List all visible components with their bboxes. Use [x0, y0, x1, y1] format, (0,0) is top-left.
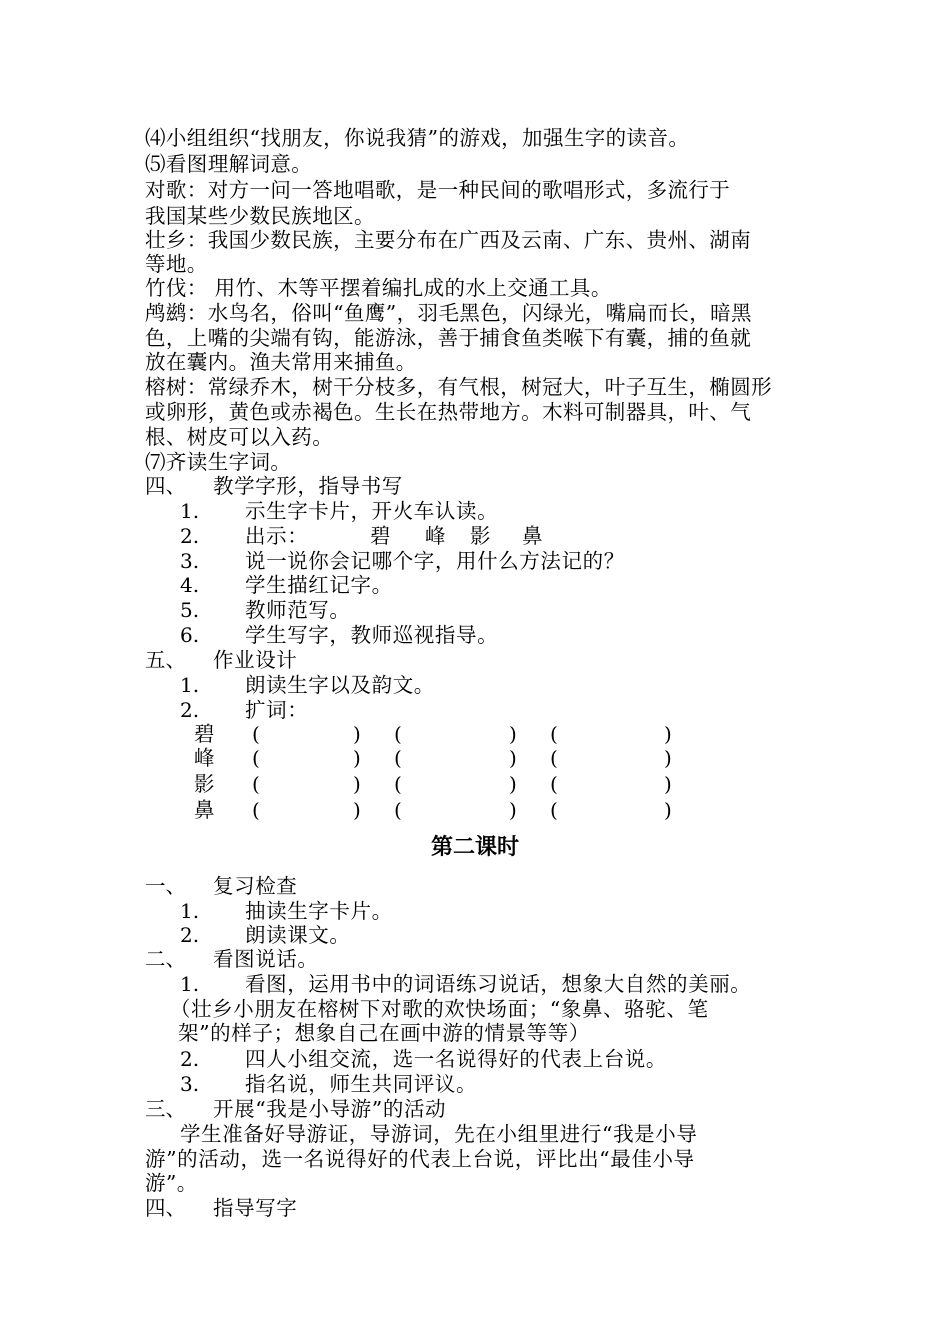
open-paren: (: [394, 746, 402, 770]
definition-line: 竹伐： 用竹、木等平摆着编扎成的水上交通工具。: [145, 276, 612, 300]
item-text: 扩词：: [245, 698, 309, 722]
item-number: 4.: [180, 573, 200, 597]
definition-line: 我国某些少数民族地区。: [145, 204, 375, 228]
open-paren: (: [252, 772, 260, 796]
section-title: 开展“我是小导游”的活动: [213, 1097, 447, 1121]
open-paren: (: [394, 798, 402, 822]
close-paren: ): [509, 722, 517, 746]
item-text: 指名说，师生共同评议。: [245, 1072, 478, 1096]
shown-character: 影: [470, 524, 491, 548]
close-paren: ): [509, 798, 517, 822]
item-number: 2.: [180, 524, 200, 548]
item-number: 1.: [180, 499, 200, 523]
open-paren: (: [550, 772, 558, 796]
open-paren: (: [550, 722, 558, 746]
paragraph-line: 游”。: [145, 1171, 198, 1195]
item-text-continued: 架”的样子；想象自己在画中游的情景等等）: [178, 1021, 590, 1045]
kuoci-character: 碧: [194, 722, 215, 746]
definition-line: 等地。: [145, 252, 208, 276]
definition-line: 色，上嘴的尖端有钩，能游泳，善于捕食鱼类喉下有囊，捕的鱼就: [145, 326, 752, 350]
section-title: 复习检查: [213, 874, 298, 898]
item-number: 3.: [180, 549, 200, 573]
section-number: 一、: [145, 874, 186, 898]
shown-character: 峰: [425, 524, 446, 548]
item-text: 朗读课文。: [245, 923, 351, 947]
kuoci-character: 峰: [194, 746, 215, 770]
item-number: 6.: [180, 623, 200, 647]
section-number: 五、: [145, 648, 186, 672]
close-paren: ): [509, 746, 517, 770]
close-paren: ): [664, 798, 672, 822]
close-paren: ): [353, 722, 361, 746]
open-paren: (: [252, 798, 260, 822]
item-text: 学生写字，教师巡视指导。: [245, 623, 499, 647]
definition-line: 鸬鹚：水鸟名，俗叫“鱼鹰”，羽毛黑色，闪绿光，嘴扁而长，暗黑: [145, 301, 752, 325]
item-number: 5.: [180, 598, 200, 622]
section-title: 指导写字: [213, 1196, 298, 1220]
section-title: 作业设计: [213, 648, 298, 672]
item-text: 看图，运用书中的词语练习说话，想象大自然的美丽。: [245, 972, 752, 996]
item-text-continued: （壮乡小朋友在榕树下对歌的欢快场面；“象鼻、骆驼、笔: [170, 997, 709, 1021]
item-number: 2.: [180, 1047, 200, 1071]
close-paren: ): [353, 772, 361, 796]
definition-line: 榕树：常绿乔木，树干分枝多，有气根，树冠大，叶子互生，椭圆形: [145, 375, 772, 399]
section-number: 四、: [145, 474, 186, 498]
close-paren: ): [664, 722, 672, 746]
lesson-heading: 第二课时: [430, 835, 519, 860]
close-paren: ): [353, 746, 361, 770]
open-paren: (: [550, 746, 558, 770]
definition-line: 对歌：对方一问一答地唱歌，是一种民间的歌唱形式，多流行于: [145, 178, 731, 202]
paragraph-line: 学生准备好导游证，导游词，先在小组里进行“我是小导: [180, 1122, 698, 1146]
item-text: 四人小组交流，选一名说得好的代表上台说。: [245, 1047, 667, 1071]
section-title: 教学字形，指导书写: [213, 474, 403, 498]
item-number: 3.: [180, 1072, 200, 1096]
step-7: ⑺齐读生字词。: [145, 450, 292, 474]
shown-character: 碧: [370, 524, 391, 548]
item-text: 出示：: [245, 524, 309, 548]
open-paren: (: [252, 722, 260, 746]
item-number: 1.: [180, 899, 200, 923]
open-paren: (: [252, 746, 260, 770]
item-number: 2.: [180, 698, 200, 722]
open-paren: (: [394, 772, 402, 796]
item-text: 学生描红记字。: [245, 573, 393, 597]
definition-line: 根、树皮可以入药。: [145, 425, 334, 449]
item-text: 朗读生字以及韵文。: [245, 673, 435, 697]
paragraph-line: 游”的活动，选一名说得好的代表上台说，评比出“最佳小导: [145, 1147, 695, 1171]
definition-line: 放在囊内。渔夫常用来捕鱼。: [145, 350, 417, 374]
item-text: 示生字卡片，开火车认读。: [245, 499, 499, 523]
close-paren: ): [664, 772, 672, 796]
section-number: 三、: [145, 1097, 186, 1121]
open-paren: (: [550, 798, 558, 822]
close-paren: ): [353, 798, 361, 822]
kuoci-character: 鼻: [194, 798, 215, 822]
section-number: 二、: [145, 947, 186, 971]
step-4: ⑷小组组织“找朋友，你说我猜”的游戏，加强生字的读音。: [145, 126, 690, 150]
item-number: 2.: [180, 923, 200, 947]
section-number: 四、: [145, 1196, 186, 1220]
section-title: 看图说话。: [213, 947, 319, 971]
definition-line: 或卵形，黄色或赤褐色。生长在热带地方。木料可制器具，叶、气: [145, 400, 752, 424]
item-number: 1.: [180, 673, 200, 697]
definition-line: 壮乡：我国少数民族，主要分布在广西及云南、广东、贵州、湖南: [145, 228, 752, 252]
step-5: ⑸看图理解词意。: [145, 152, 313, 176]
item-text: 说一说你会记哪个字，用什么方法记的？: [245, 549, 625, 573]
shown-character: 鼻: [522, 524, 543, 548]
close-paren: ): [664, 746, 672, 770]
close-paren: ): [509, 772, 517, 796]
open-paren: (: [394, 722, 402, 746]
item-number: 1.: [180, 972, 200, 996]
item-text: 教师范写。: [245, 598, 351, 622]
item-text: 抽读生字卡片。: [245, 899, 393, 923]
kuoci-character: 影: [194, 772, 215, 796]
